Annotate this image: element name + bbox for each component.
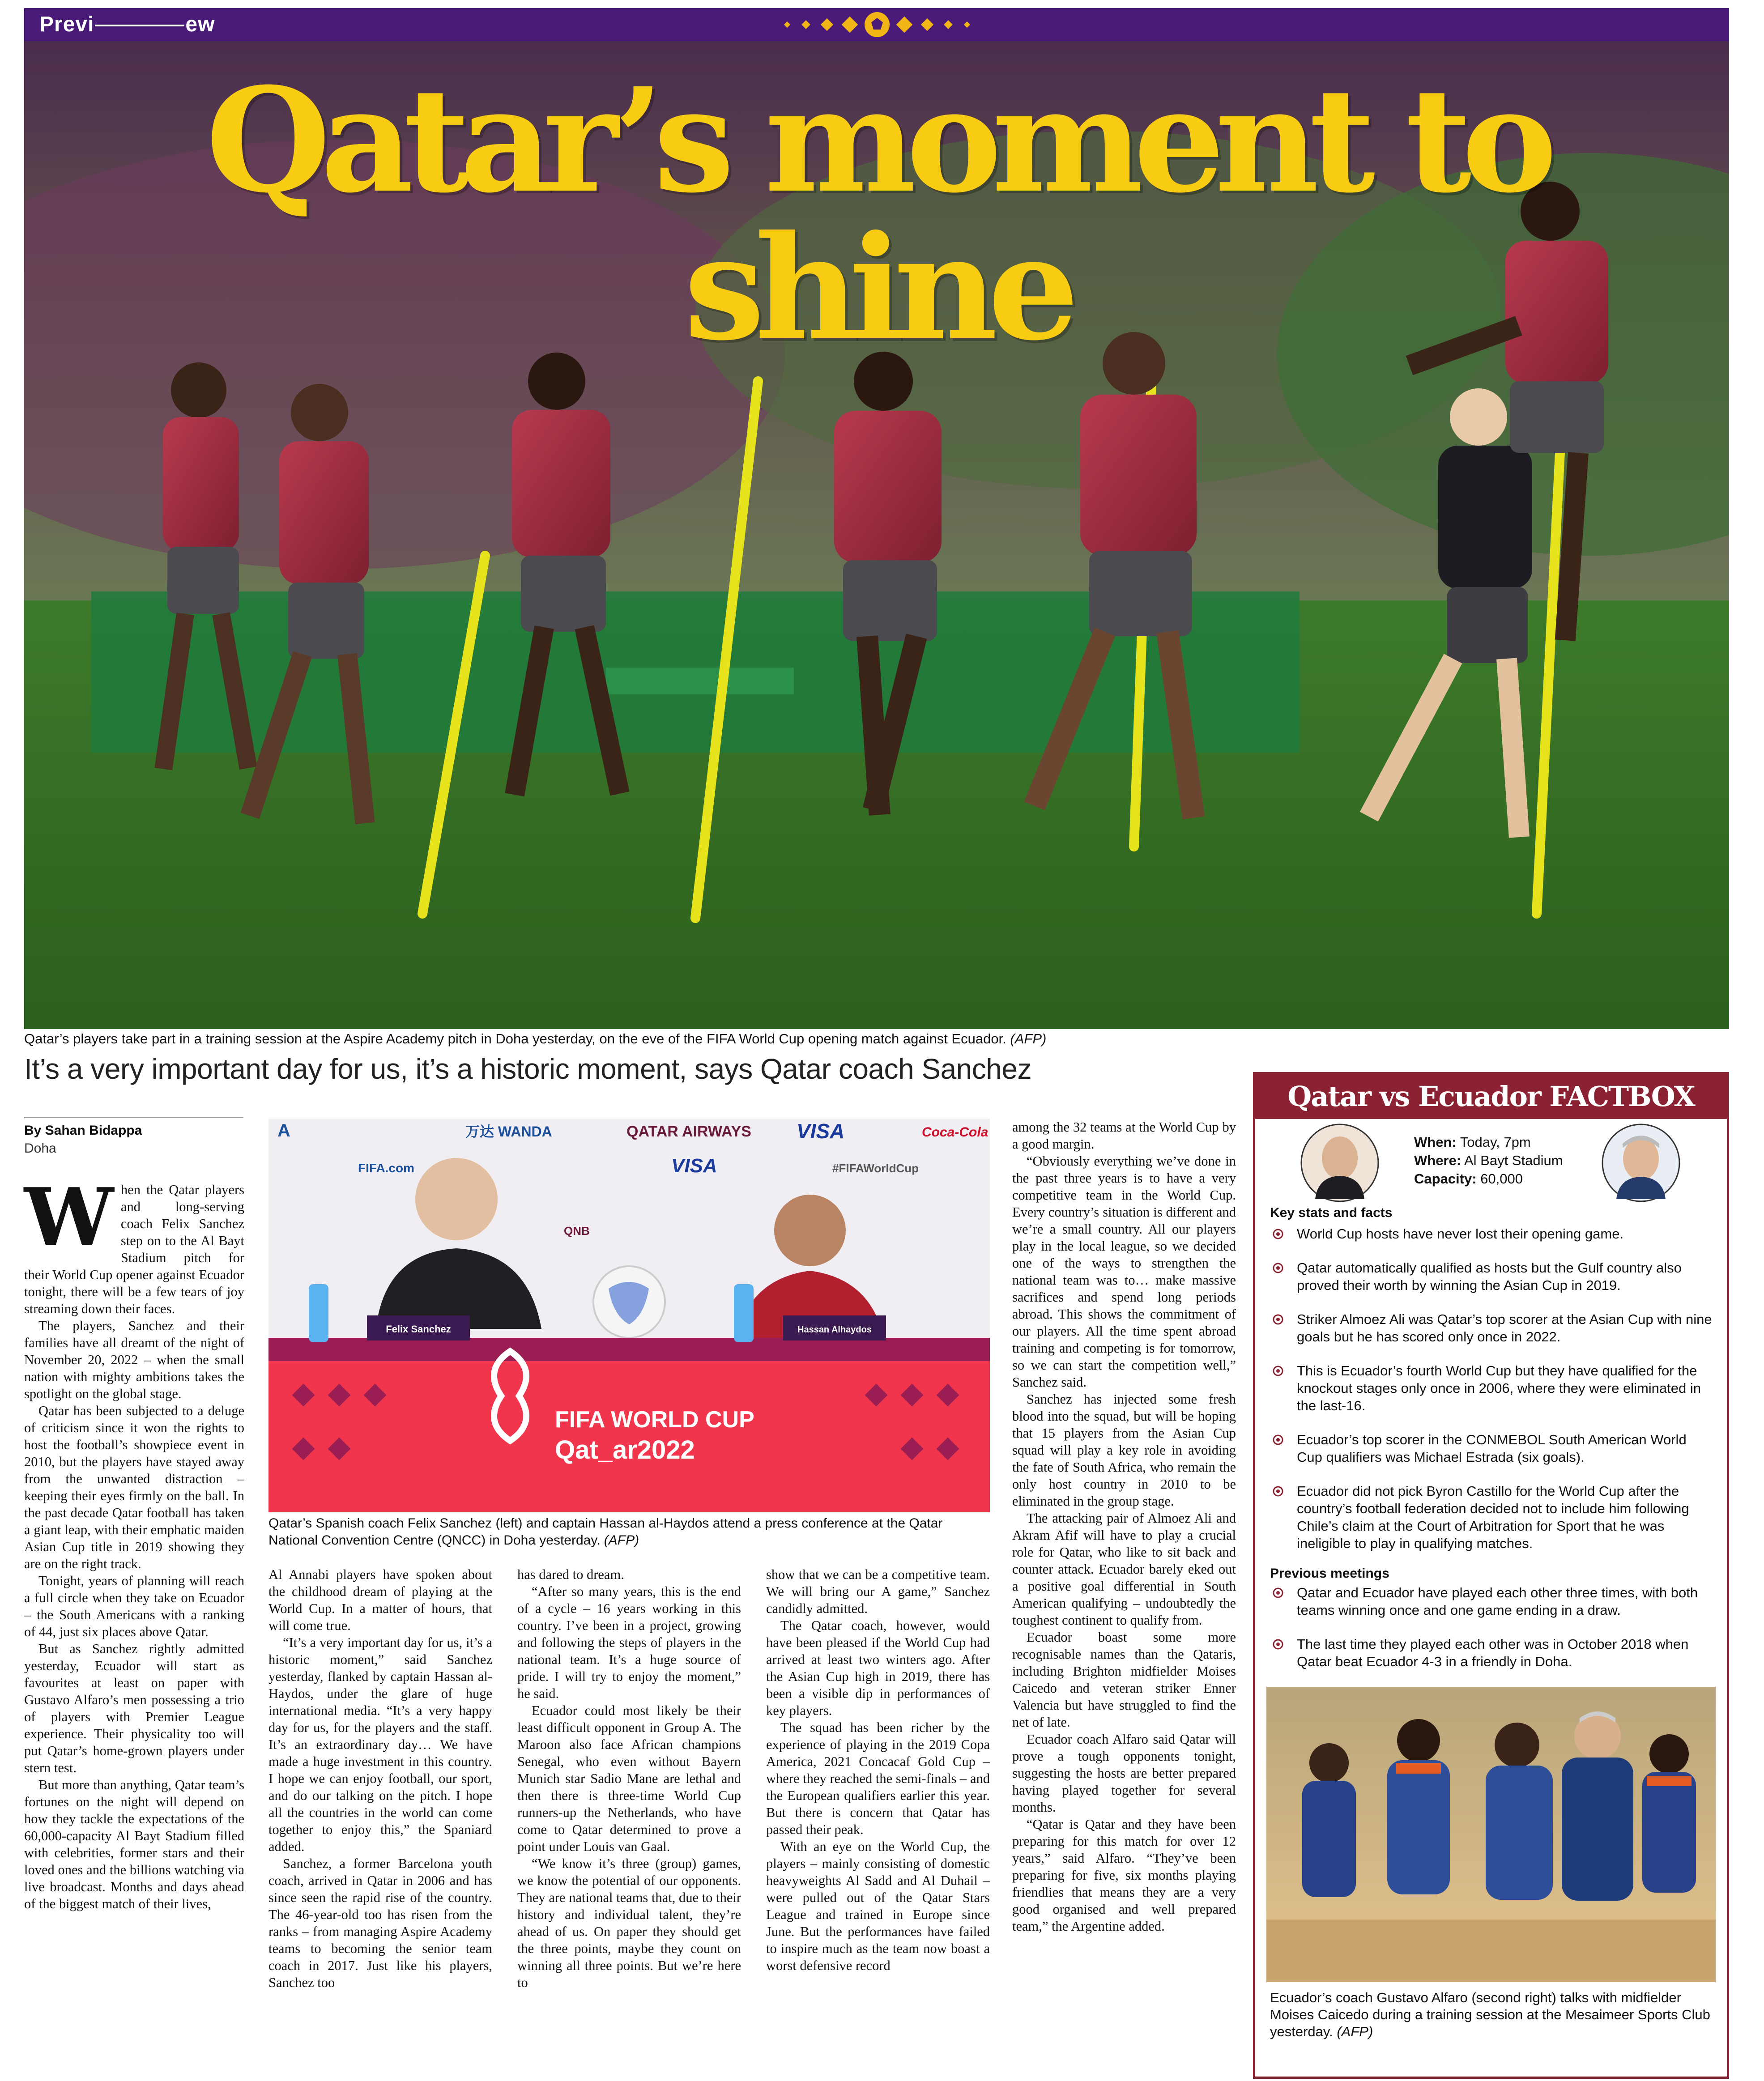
- factbox-caption-text: Ecuador’s coach Gustavo Alfaro (second right) talks with midfielder Moises Caicedo during a training session at the Mesaimeer Sports Club yesterday.: [1270, 1990, 1710, 2039]
- previous-meeting-text: The last time they played each other was in October 2018 when Qatar beat Ecuador 4-3 in a friendly in Doha.: [1297, 1636, 1689, 1669]
- hero-caption-text: Qatar’s players take part in a training session at the Aspire Academy pitch in Doha yesterday, on the eve of the FIFA World Cup opening match against Ecuador.: [24, 1031, 1006, 1047]
- article-paragraph: Ecuador coach Alfaro said Qatar will prove a tough opponents tonight, suggesting the hosts are better prepared having played together for several months.: [1012, 1732, 1236, 1815]
- football-bullet-icon: [1273, 1314, 1283, 1325]
- board-hashtag: #FIFAWorldCup: [832, 1162, 919, 1175]
- football-bullet-icon: [1273, 1587, 1283, 1598]
- headline: Qatar’s moment to shine: [206, 57, 1547, 372]
- list-item: [1270, 1225, 1713, 1243]
- key-stat-text: Striker Almoez Ali was Qatar’s top scorer at the Asian Cup with nine goals but he has scored only once in 2022.: [1297, 1311, 1712, 1345]
- article-column-5: [1012, 1119, 1236, 2076]
- capacity-value: 60,000: [1480, 1171, 1523, 1187]
- article-paragraph: Ecuador could most likely be their least difficult opponent in Group A. The Maroon also face African champions Senegal, who even without Bayern Munich star Sadio Mane are lethal and then there is three-time World Cup runners-up the Netherlands, who have come to Qatar determined to prove a point under Louis van Gaal.: [517, 1703, 741, 1854]
- dropcap: W: [24, 1170, 114, 1264]
- factbox-title: Qatar vs Ecuador FACTBOX: [1255, 1074, 1727, 1119]
- article-paragraph: Sanchez has injected some fresh blood into the squad, but will be hoping that 15 players from the Asian Cup squad will play a key role in avoiding the fate of South Africa, who remain the only host country in 2010 to be eliminated in the group stage.: [1012, 1392, 1236, 1509]
- section-label-start: Previ: [39, 13, 94, 36]
- hero-caption-credit: (AFP): [1010, 1031, 1047, 1047]
- football-bullet-icon: [1273, 1639, 1283, 1650]
- factbox-photo-caption: [1270, 1989, 1713, 2040]
- board-coca-cola: Coca-Cola: [922, 1125, 989, 1140]
- article-paragraph: has dared to dream.: [517, 1567, 624, 1582]
- article-paragraph: among the 32 teams at the World Cup by a good margin.: [1012, 1119, 1236, 1152]
- article-paragraph: “We know it’s three (group) games, we know the potential of our opponents. They are national teams that, due to their history and individual talent, they’re ahead of us. On paper they should get the three points, maybe they count on winning all three points. But we’re here to: [517, 1856, 741, 1990]
- article-paragraph: “It’s a very important day for us, it’s a historic moment,” said Sanchez yesterday, flanked by captain Hassan al-Haydos, under the glare of huge international media. “It’s a very happy day for us, for the players and the staff. It’s an extraordinary day… We have made a huge investment in this country. I hope we can enjoy football, our sport, and do our talking on the pitch. I hope all the countries in the world can come together to enjoy this,” the Spaniard added.: [268, 1635, 492, 1854]
- article-column-1: [24, 1170, 244, 2074]
- factbox-match-info: [1414, 1133, 1563, 1188]
- article-paragraph: But more than anything, Qatar team’s fortunes on the night will depend on how they tackle the expectations of the 60,000-capacity Al Bayt Stadium filled with celebrities, former stars and their loved ones and the billions watching via live broadcast. Months and days ahead of the biggest match of their lives,: [24, 1777, 244, 1911]
- article-paragraph: “Qatar is Qatar and they have been preparing for this match for over 12 years,” said Alfaro. “They’ve been preparing for five, six months playing friendlies that means they are a very good organised and well prepared team,” the Argentine added.: [1012, 1817, 1236, 1934]
- football-bullet-icon: [1273, 1229, 1283, 1239]
- key-stats-list: [1270, 1225, 1713, 1569]
- when-label: When:: [1414, 1134, 1457, 1150]
- board-fifa-com: FIFA.com: [358, 1161, 415, 1175]
- board-visa: VISA: [797, 1119, 845, 1143]
- football-ornament-icon: [779, 10, 976, 39]
- qatar-coach-portrait-icon: [1300, 1123, 1380, 1203]
- ecuador-training-photo: [1266, 1687, 1716, 1982]
- previous-meetings-list: [1270, 1584, 1713, 1687]
- where-label: Where:: [1414, 1153, 1461, 1168]
- match-when: [1414, 1133, 1563, 1151]
- press-photo-caption: [268, 1515, 990, 1549]
- banner-line-1: FIFA WORLD CUP: [555, 1407, 754, 1433]
- byline-author: By Sahan Bidappa: [24, 1123, 142, 1138]
- board-wanda: 万达 WANDA: [465, 1123, 552, 1140]
- ecuador-coach-portrait-icon: [1601, 1123, 1681, 1203]
- article-paragraph: Ecuador boast some more recognisable names than the Qataris, including Brighton midfielder Moises Caicedo and veteran striker Enner Valencia but have struggled to find the net of late.: [1012, 1630, 1236, 1730]
- article-paragraph: The squad has been richer by the experience of playing in the 2019 Copa America, 2021 Concacaf Gold Cup – where they reached the semi-finals – and the European qualifiers earlier this year. But there is concern that Qatar has passed their peak.: [766, 1720, 990, 1837]
- press-conference-photo: [268, 1119, 990, 1512]
- previous-meetings-heading: Previous meetings: [1270, 1566, 1389, 1581]
- article-paragraph: But as Sanchez rightly admitted yesterday, Ecuador will start as favourites at least on paper with Gustavo Alfaro’s men possessing a trio of players with Premier League experience. Their physicality too will put Qatar’s home-grown players under stern test.: [24, 1641, 244, 1775]
- article-paragraph: The Qatar coach, however, would have been pleased if the World Cup had arrived at least two winters ago. After the Asian Cup high in 2019, there has been a visible dip in performances of key players.: [766, 1618, 990, 1718]
- section-label-gap: [95, 25, 184, 26]
- ecuador-training-illustration: [1266, 1687, 1716, 1982]
- press-caption-credit: (AFP): [604, 1533, 639, 1548]
- nameplate-alhaydos: Hassan Alhaydos: [797, 1325, 872, 1335]
- article-paragraph: With an eye on the World Cup, the players – mainly consisting of domestic heavyweights Al Sadd and Al Duhail – were pulled out of the Qatar Stars League and trained in Europe since June. But the performances have failed to inspire much as the team now boast a worst defensive record: [766, 1839, 990, 1973]
- article-paragraph: “After so many years, this is the end of a cycle – 16 years working in this country. I’ve been in a project, growing and following the steps of players in the national team. It’s a huge source of pride. I will try to enjoy the moment,” he said.: [517, 1584, 741, 1701]
- article-paragraph: Qatar has been subjected to a deluge of criticism since it won the rights to host the football’s showpiece event in 2010, but the players have stayed away from the unwanted distraction – keeping their eyes firmly on the ball. In the past decade Qatar football has taken a giant leap, with their emphatic maiden Asian Cup title in 2019 showing they are on the right track.: [24, 1403, 244, 1571]
- list-item: [1270, 1311, 1713, 1345]
- previous-meeting-text: Qatar and Ecuador have played each other three times, with both teams winning once and one game ending in a draw.: [1297, 1585, 1698, 1618]
- article-column-3: [517, 1566, 741, 2076]
- list-item: [1270, 1635, 1713, 1670]
- list-item: [1270, 1259, 1713, 1294]
- article-paragraph: Sanchez, a former Barcelona youth coach, arrived in Qatar in 2006 and has since seen the rapid rise of the country. The 46-year-old too has risen from the ranks – from managing Aspire Academy teams to becoming the senior team coach in 2017. Just like his players, Sanchez too: [268, 1856, 492, 1990]
- article-paragraph: hen the Qatar players and long-serving coach Felix Sanchez step on to the Al Bayt Stadium pitch for their World Cup opener against Ecuador tonight, there will be a few tears of joy streaming down their faces.: [24, 1182, 244, 1316]
- subheadline: It’s a very important day for us, it’s a historic moment, says Qatar coach Sanchez: [24, 1053, 1031, 1085]
- article-paragraph: The attacking pair of Almoez Ali and Akram Afif will have to play a crucial role for Qatar, who like to sit back and counter attack. Ecuador barely eked out a positive goal differential in South American qualifying – undoubtedly the toughest continent to qualify from.: [1012, 1511, 1236, 1628]
- article-paragraph: The players, Sanchez and their families have all dreamt of the night of November 20, 2022 – when the small nation with mighty ambitions takes the spotlight on the global stage.: [24, 1318, 244, 1401]
- byline-rule: [24, 1117, 243, 1118]
- article-column-2: [268, 1566, 492, 2076]
- key-stat-text: This is Ecuador’s fourth World Cup but they have qualified for the knockout stages only once in 2006, where they were eliminated in the last-16.: [1297, 1363, 1701, 1413]
- list-item: [1270, 1431, 1713, 1466]
- list-item: [1270, 1482, 1713, 1552]
- football-bullet-icon: [1273, 1434, 1283, 1445]
- key-stat-text: Ecuador’s top scorer in the CONMEBOL South American World Cup qualifiers was Michael Estrada (six goals).: [1297, 1432, 1687, 1465]
- article-column-4: [766, 1566, 990, 2076]
- svg-text:VISA: VISA: [671, 1155, 717, 1177]
- football-bullet-icon: [1273, 1263, 1283, 1273]
- article-paragraph: “Obviously everything we’ve done in the past three years is to have a very competitive team in the World Cup. Every country’s situation is different and we’re a small country. All our players play in the local league, so we decided one of the ways to strengthen the national team was to… make massive sacrifices and spend long periods abroad. This shows the commitment of our players. All the time spent abroad training and competing is for tomorrow, so we can start the competition well,” Sanchez said.: [1012, 1153, 1236, 1390]
- key-stat-text: World Cup hosts have never lost their opening game.: [1297, 1226, 1624, 1242]
- capacity-label: Capacity:: [1414, 1171, 1477, 1187]
- key-stat-text: Ecuador did not pick Byron Castillo for the World Cup after the country’s football federation decided not to include him following Chile’s claim at the Court of Arbitration for Sport that he was ineligible to play in qualifying matches.: [1297, 1483, 1689, 1551]
- article-paragraph: show that we can be a competitive team. We will bring our A game,” Sanchez candidly admitted.: [766, 1567, 990, 1616]
- hero-photo-caption: [24, 1031, 1729, 1047]
- when-value: Today, 7pm: [1460, 1134, 1531, 1150]
- factbox-caption-credit: (AFP): [1337, 2024, 1373, 2039]
- banner-line-2: Qat_ar2022: [555, 1435, 695, 1464]
- list-item: [1270, 1362, 1713, 1414]
- press-conference-illustration: [268, 1119, 990, 1512]
- list-item: [1270, 1584, 1713, 1619]
- key-stat-text: Qatar automatically qualified as hosts but the Gulf country also proved their worth by winning the Asian Cup in 2019.: [1297, 1260, 1682, 1293]
- byline-location: Doha: [24, 1141, 56, 1156]
- section-label-end: ew: [185, 13, 215, 36]
- football-bullet-icon: [1273, 1366, 1283, 1376]
- football-bullet-icon: [1273, 1486, 1283, 1497]
- where-value: Al Bayt Stadium: [1464, 1153, 1563, 1168]
- board-qatar-airways: QATAR AIRWAYS: [626, 1123, 751, 1140]
- key-stats-heading: Key stats and facts: [1270, 1205, 1393, 1220]
- board-qnb: QNB: [564, 1224, 590, 1238]
- match-where: [1414, 1151, 1563, 1170]
- section-label: [39, 9, 215, 40]
- svg-text:A: A: [277, 1121, 290, 1141]
- press-caption-text: Qatar’s Spanish coach Felix Sanchez (left) and captain Hassan al-Haydos attend a press conference at the Qatar National Convention Centre (QNCC) in Doha yesterday.: [268, 1516, 943, 1548]
- match-capacity: [1414, 1170, 1563, 1188]
- nameplate-sanchez: Felix Sanchez: [386, 1323, 451, 1335]
- article-paragraph: Tonight, years of planning will reach a full circle when they take on Ecuador – the South Americans with a ranking of 44, just six places above Qatar.: [24, 1573, 244, 1639]
- article-paragraph: Al Annabi players have spoken about the childhood dream of playing at the World Cup. In a matter of hours, that will come true.: [268, 1567, 492, 1633]
